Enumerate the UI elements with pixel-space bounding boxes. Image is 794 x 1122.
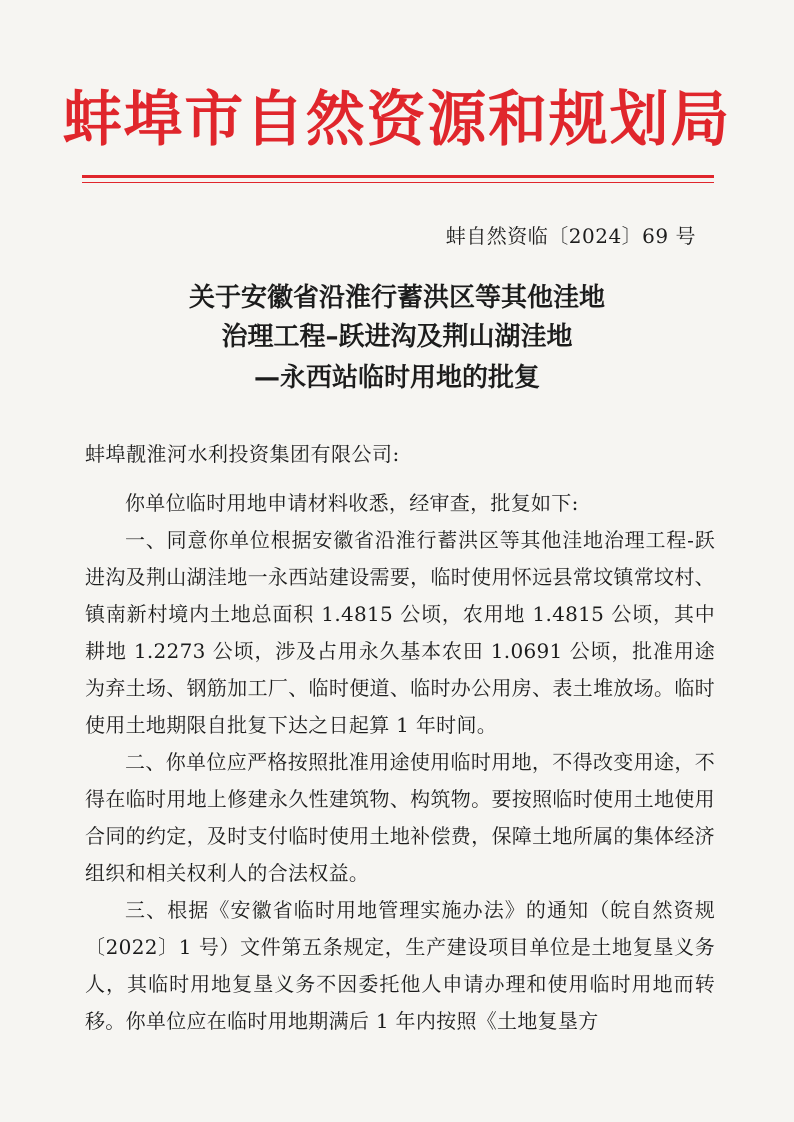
paragraph-item-2: 二、你单位应严格按照批准用途使用临时用地，不得改变用途，不得在临时用地上修建永久性建筑物、构筑物。要按照临时使用土地使用合同的约定，及时支付临时使用土地补偿费，保障土地所属的集体经济组织和相关权利人的合法权益。 bbox=[85, 750, 715, 885]
paragraph-item-1: 一、同意你单位根据安徽省沿淮行蓄洪区等其他洼地治理工程-跃进沟及荆山湖洼地一永西站建设需要，临时使用怀远县常坟镇常坟村、镇南新村境内土地总面积 1.4815 公顷，农用地 1.4815 公顷，其中耕地 1.2273 公顷，涉及占用永久基本农田 1.0691 公顷，批准用途为弃土场、钢筋加工厂、临时便道、临时办公用房、表土堆放场。临时使用土地期限自批复下达之日起算 1 年时间。 bbox=[85, 528, 715, 737]
paragraph-intro: 你单位临时用地申请材料收悉，经审查，批复如下: bbox=[125, 491, 579, 515]
salutation: 蚌埠靓淮河水利投资集团有限公司: bbox=[85, 442, 400, 466]
title-line-1: 关于安徽省沿淮行蓄洪区等其他洼地 bbox=[188, 283, 605, 313]
document-number: 蚌自然资临〔2024〕69 号 bbox=[445, 224, 696, 248]
title-line-2: 治理工程–跃进沟及荆山湖洼地 bbox=[221, 322, 573, 352]
header-red-rule-thick bbox=[82, 175, 714, 178]
header-red-rule-thin bbox=[82, 182, 714, 183]
title-line-3: —永西站临时用地的批复 bbox=[253, 363, 540, 393]
paragraph-item-3: 三、根据《安徽省临时用地管理实施办法》的通知（皖自然资规〔2022〕1 号）文件第五条规定，生产建设项目单位是土地复垦义务人，其临时用地复垦义务不因委托他人申请办理和使用临时用地而转移。你单位应在临时用地期满后 1 年内按照《土地复垦方 bbox=[85, 898, 715, 1033]
document-body bbox=[85, 485, 715, 1040]
issuing-organization-header: 蚌埠市自然资源和规划局 bbox=[62, 85, 732, 155]
